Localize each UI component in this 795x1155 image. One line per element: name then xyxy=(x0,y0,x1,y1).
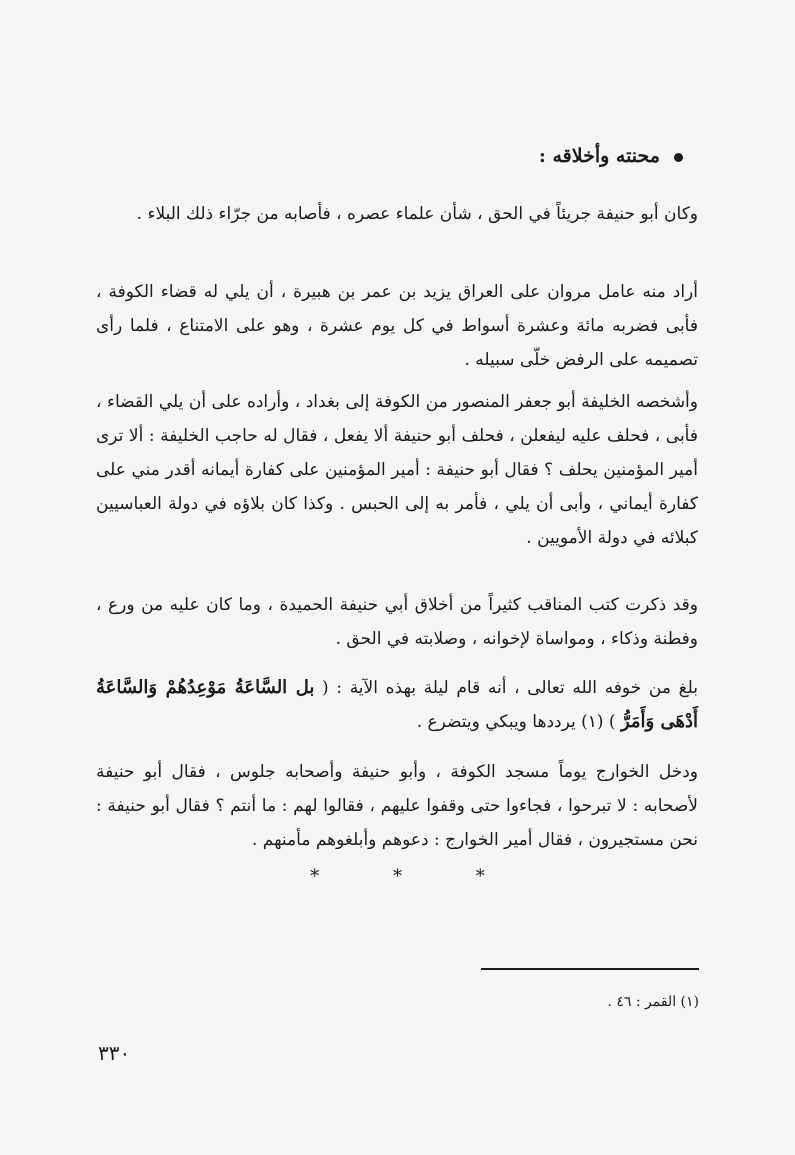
paragraph-2: أراد منه عامل مروان على العراق يزيد بن عمر بن هبيرة ، أن يلي له قضاء الكوفة ، فأبى فضربه مائة وعشرة أسواط في كل يوم عشرة ، وهو على الامتناع ، فلما رأى تصميمه على الرفض خلّى سبيله . xyxy=(96,282,698,370)
quran-verse: بل السَّاعَةُ مَوْعِدُهُمْ وَالسَّاعَةُ أَدْهَى وَأَمَرُّ xyxy=(96,677,698,732)
paragraph-5-after: ) (١) يرددها ويبكي ويتضرع . xyxy=(416,712,616,732)
paragraph-3: وأشخصه الخليفة أبو جعفر المنصور من الكوفة إلى بغداد ، وأراده على أن يلي القضاء ، فأبى ، فحلف عليه ليفعلن ، فحلف أبو حنيفة ألا يفعل ، فقال له حاجب الخليفة : ألا ترى أمير المؤمنين يحلف ؟ فقال أبو حنيفة : أمير المؤمنين على كفارة أيمانه أقدر مني على كفارة أيماني ، وأبى أن يلي ، فأمر به إلى الحبس . وكذا كان بلاؤه في دولة العباسيين كبلائه في دولة الأمويين . xyxy=(96,392,698,548)
paragraph-6: ودخل الخوارج يوماً مسجد الكوفة ، وأبو حنيفة وأصحابه جلوس ، فقال أبو حنيفة لأصحابه : لا تبرحوا ، فجاءوا حتى وقفوا عليهم ، فقالوا لهم : ما أنتم ؟ فقال أبو حنيفة : نحن مستجيرون ، فقال أمير الخوارج : دعوهم وأبلغوهم مأمنهم . xyxy=(96,762,698,850)
heading-text: محنته وأخلاقه : xyxy=(538,145,660,167)
section-heading xyxy=(539,141,683,171)
paragraph-1: وكان أبو حنيفة جريئاً في الحق ، شأن علماء عصره ، فأصابه من جرّاء ذلك البلاء . xyxy=(136,204,698,224)
paragraph-4: وقد ذكرت كتب المناقب كثيراً من أخلاق أبي حنيفة الحميدة ، وما كان عليه من ورع ، وفطنة وذكاء ، ومواساة لإخوانه ، وصلابته في الحق . xyxy=(96,595,698,649)
bullet-icon xyxy=(674,153,683,162)
paragraph-5-before: بلغ من خوفه الله تعالى ، أنه قام ليلة بهذه الآية : ( xyxy=(322,678,698,698)
footnote: (١) القمر : ٤٦ . xyxy=(607,994,699,1010)
paragraph-5 xyxy=(96,671,698,739)
section-separator: * * * xyxy=(310,866,519,887)
page-number: ٣٣٠ xyxy=(98,1041,131,1065)
footnote-divider xyxy=(481,968,699,970)
